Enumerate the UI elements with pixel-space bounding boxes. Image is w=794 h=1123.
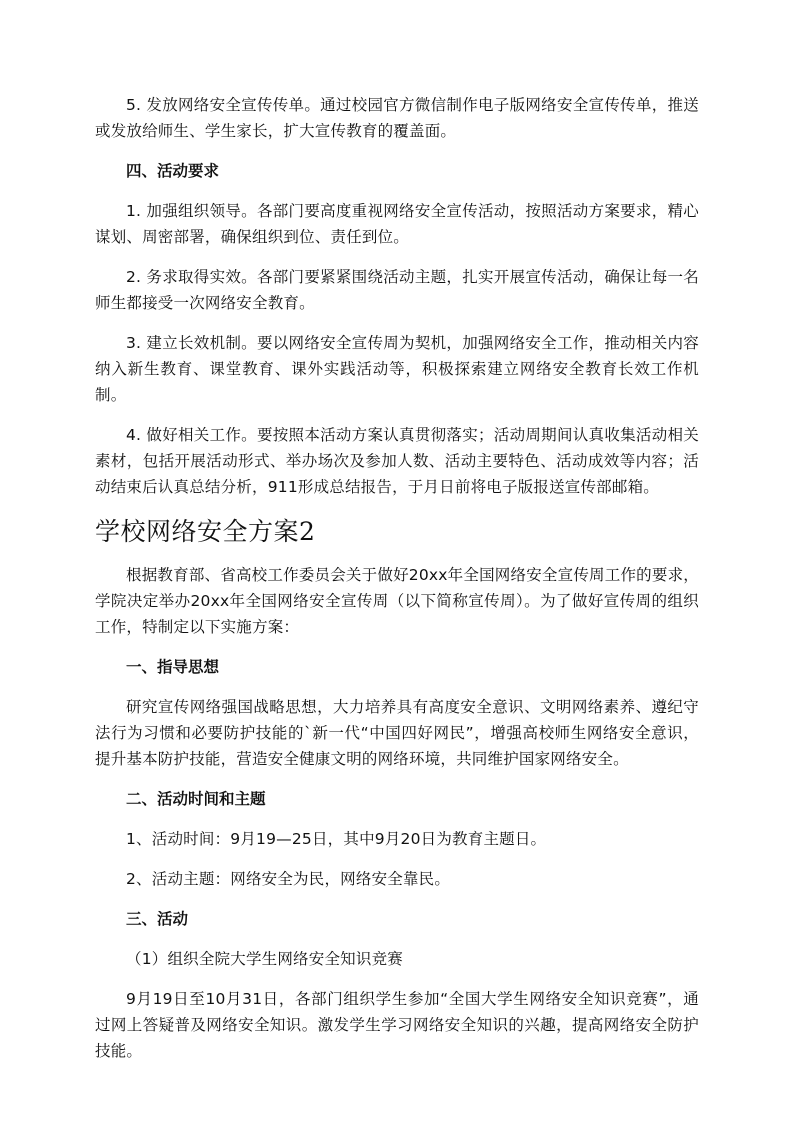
paragraph-activity-time: 1、活动时间：9月19—25日，其中9月20日为教育主题日。	[126, 830, 547, 848]
heading-guiding-ideology: 一、指导思想	[126, 658, 220, 676]
paragraph-activity-1-title: （1）组织全院大学生网络安全知识竞赛	[126, 950, 403, 968]
paragraph-activity-1-body: 9月19日至10月31日，各部门组织学生参加“全国大学生网络安全知识竞赛”，通过网上答疑普及网络安全知识。激发学生学习网络安全知识的兴趣，提高网络安全防护技能。	[95, 990, 699, 1060]
paragraph-requirement-1: 1. 加强组织领导。各部门要高度重视网络安全宣传活动，按照活动方案要求，精心谋划、周密部署，确保组织到位、责任到位。	[95, 202, 699, 246]
heading-activity-requirements: 四、活动要求	[126, 162, 220, 180]
paragraph-item-5: 5. 发放网络安全宣传传单。通过校园官方微信制作电子版网络安全宣传传单，推送或发放给师生、学生家长，扩大宣传教育的覆盖面。	[95, 96, 699, 140]
heading-activities: 三、活动	[126, 910, 189, 928]
paragraph-intro: 根据教育部、省高校工作委员会关于做好20xx年全国网络安全宣传周工作的要求，学院决定举办20xx年全国网络安全宣传周（以下简称宣传周）。为了做好宣传周的组织工作，特制定以下实施方案：	[95, 566, 699, 636]
paragraph-guiding-ideology: 研究宣传网络强国战略思想，大力培养具有高度安全意识、文明网络素养、遵纪守法行为习惯和必要防护技能的`新一代“中国四好网民”，增强高校师生网络安全意识，提升基本防护技能，营造安全健康文明的网络环境，共同维护国家网络安全。	[95, 698, 699, 768]
paragraph-requirement-4: 4. 做好相关工作。要按照本活动方案认真贯彻落实；活动周期间认真收集活动相关素材，包括开展活动形式、举办场次及参加人数、活动主要特色、活动成效等内容；活动结束后认真总结分析，911形成总结报告，于月日前将电子版报送宣传部邮箱。	[95, 426, 699, 496]
document-page	[95, 92, 699, 1078]
paragraph-requirement-2: 2. 务求取得实效。各部门要紧紧围绕活动主题，扎实开展宣传活动，确保让每一名师生都接受一次网络安全教育。	[95, 268, 699, 312]
paragraph-activity-theme: 2、活动主题：网络安全为民，网络安全靠民。	[126, 870, 451, 888]
section-title: 学校网络安全方案2	[95, 517, 316, 546]
heading-time-and-theme: 二、活动时间和主题	[126, 790, 266, 808]
paragraph-requirement-3: 3. 建立长效机制。要以网络安全宣传周为契机，加强网络安全工作，推动相关内容纳入新生教育、课堂教育、课外实践活动等，积极探索建立网络安全教育长效工作机制。	[95, 334, 699, 404]
